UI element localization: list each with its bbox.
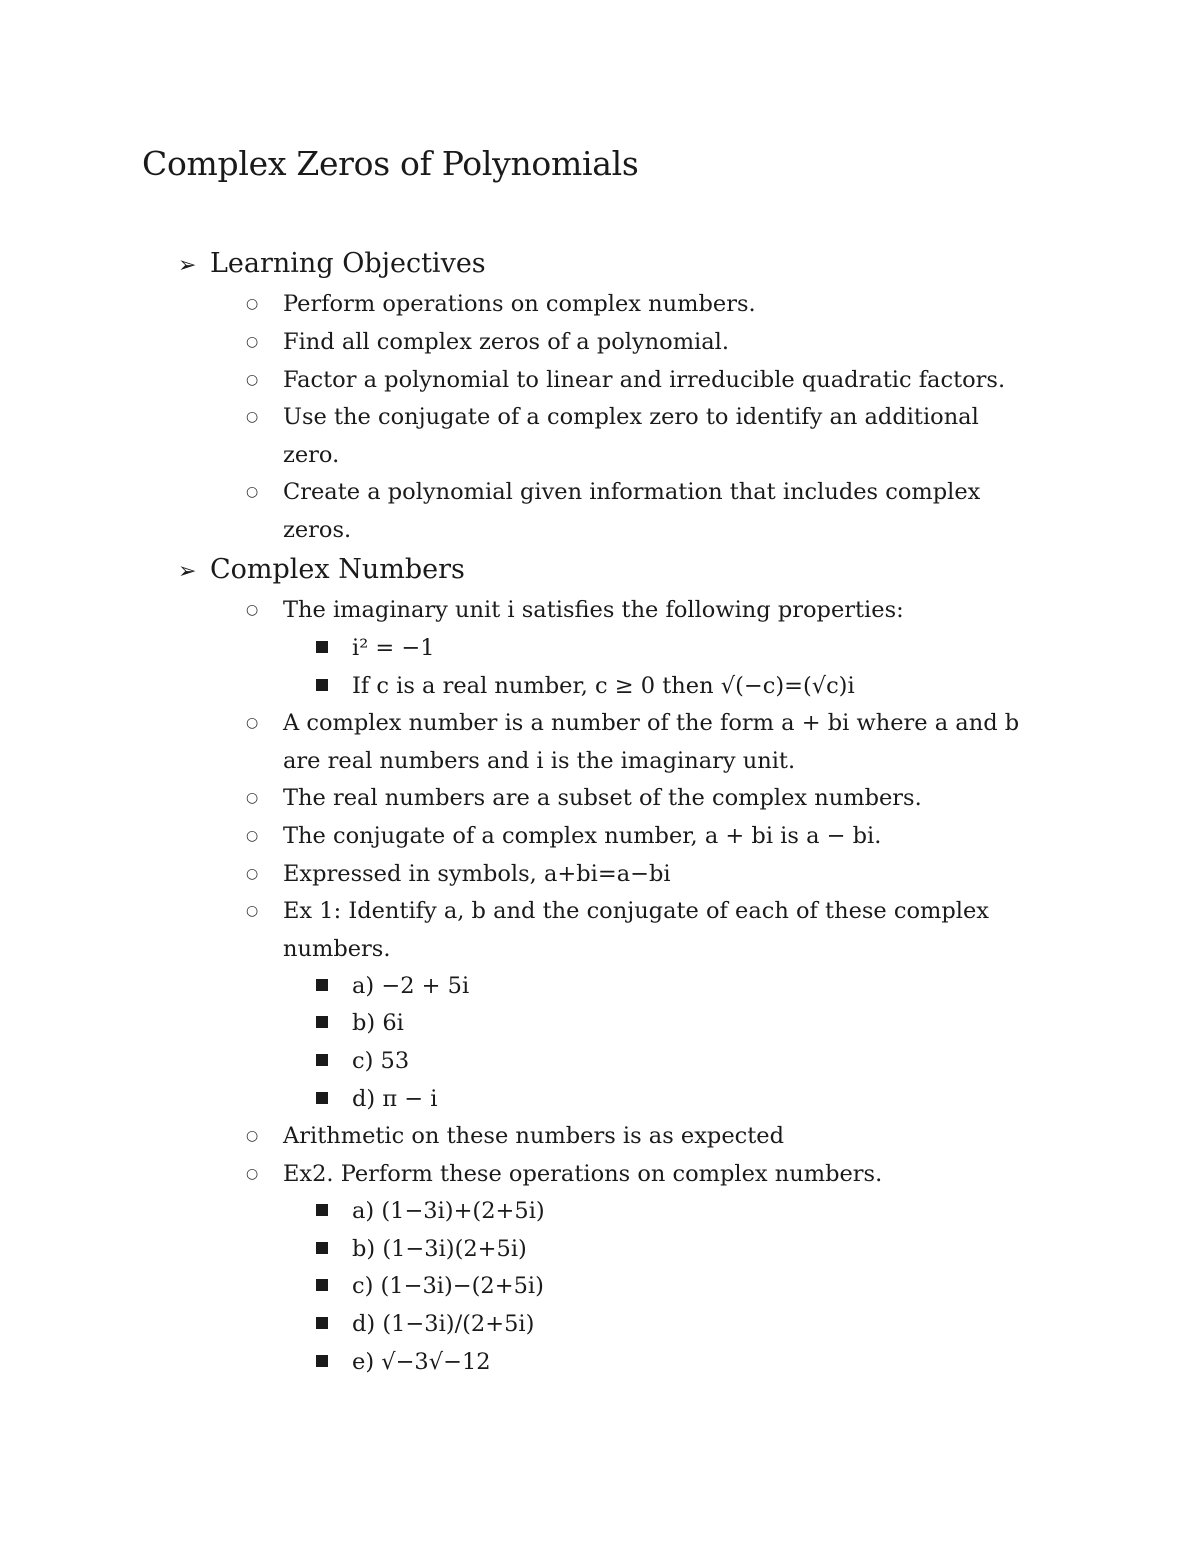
sub-list-item	[316, 1043, 409, 1081]
sub-list-item-text: e) √−3√−12	[352, 1349, 491, 1375]
sub-list-item	[316, 1005, 404, 1043]
circle-bullet-icon: ○	[246, 372, 259, 388]
square-bullet-icon	[316, 1317, 328, 1329]
sub-list-item-text: c) (1−3i)−(2+5i)	[352, 1273, 544, 1299]
section-heading-text: Learning Objectives	[210, 248, 486, 279]
section-heading-learning-objectives	[178, 246, 486, 284]
section-heading-text: Complex Numbers	[210, 554, 465, 585]
list-item	[246, 856, 1036, 894]
square-bullet-icon	[316, 1355, 328, 1367]
list-item-text: Find all complex zeros of a polynomial.	[283, 329, 730, 355]
list-item	[246, 780, 1036, 818]
circle-bullet-icon: ○	[246, 790, 259, 806]
circle-bullet-icon: ○	[246, 903, 259, 919]
list-item	[246, 474, 1036, 549]
sub-list-item-text: a) −2 + 5i	[352, 973, 470, 999]
list-item-text: Use the conjugate of a complex zero to identify an additional zero.	[283, 404, 979, 468]
square-bullet-icon	[316, 979, 328, 991]
sub-list-item	[316, 630, 435, 668]
list-item	[246, 324, 1036, 362]
list-item-text: The imaginary unit i satisfies the following properties:	[283, 597, 904, 623]
sub-list-item-text: d) π − i	[352, 1086, 438, 1112]
list-item	[246, 286, 1036, 324]
list-item	[246, 1156, 1036, 1194]
list-item-text: Perform operations on complex numbers.	[283, 291, 756, 317]
list-item	[246, 592, 1036, 630]
circle-bullet-icon: ○	[246, 866, 259, 882]
list-item	[246, 362, 1036, 400]
list-item-text: Expressed in symbols, a+bi=a−bi	[283, 861, 671, 887]
sub-list-item-text: If c is a real number, c ≥ 0 then √(−c)=(√c)i	[352, 673, 855, 699]
sub-list-item	[316, 1306, 534, 1344]
square-bullet-icon	[316, 1054, 328, 1066]
list-item-text: Arithmetic on these numbers is as expected	[283, 1123, 785, 1149]
circle-bullet-icon: ○	[246, 828, 259, 844]
circle-bullet-icon: ○	[246, 296, 259, 312]
circle-bullet-icon: ○	[246, 1128, 259, 1144]
sub-list-item-text: c) 53	[352, 1048, 410, 1074]
sub-list-item	[316, 1268, 544, 1306]
circle-bullet-icon: ○	[246, 602, 259, 618]
sub-list-item	[316, 1081, 437, 1119]
sub-list-item	[316, 1231, 527, 1269]
list-item-text: A complex number is a number of the form a + bi where a and b are real numbers and i is the imaginary unit.	[283, 710, 1020, 774]
circle-bullet-icon: ○	[246, 409, 259, 425]
arrow-bullet-icon: ➢	[178, 253, 197, 278]
sub-list-item-text: b) 6i	[352, 1010, 404, 1036]
arrow-bullet-icon: ➢	[178, 559, 197, 584]
list-item-text: Ex 1: Identify a, b and the conjugate of each of these complex numbers.	[283, 898, 989, 962]
circle-bullet-icon: ○	[246, 715, 259, 731]
square-bullet-icon	[316, 1279, 328, 1291]
square-bullet-icon	[316, 641, 328, 653]
circle-bullet-icon: ○	[246, 1166, 259, 1182]
square-bullet-icon	[316, 1242, 328, 1254]
square-bullet-icon	[316, 679, 328, 691]
square-bullet-icon	[316, 1016, 328, 1028]
sub-list-item	[316, 1344, 491, 1382]
circle-bullet-icon: ○	[246, 334, 259, 350]
list-item	[246, 399, 1036, 474]
sub-list-item-text: i² = −1	[352, 635, 435, 661]
list-item	[246, 1118, 1036, 1156]
square-bullet-icon	[316, 1092, 328, 1104]
list-item-text: Ex2. Perform these operations on complex numbers.	[283, 1161, 883, 1187]
sub-list-item-text: d) (1−3i)/(2+5i)	[352, 1311, 535, 1337]
square-bullet-icon	[316, 1204, 328, 1216]
page-title: Complex Zeros of Polynomials	[142, 144, 639, 183]
list-item	[246, 893, 1036, 968]
list-item-text: Create a polynomial given information that includes complex zeros.	[283, 479, 981, 543]
list-item-text: Factor a polynomial to linear and irreducible quadratic factors.	[283, 367, 1006, 393]
sub-list-item	[316, 1193, 545, 1231]
list-item	[246, 818, 1036, 856]
sub-list-item	[316, 668, 855, 706]
sub-list-item-text: b) (1−3i)(2+5i)	[352, 1236, 527, 1262]
list-item	[246, 705, 1036, 780]
section-heading-complex-numbers	[178, 552, 465, 590]
list-item-text: The conjugate of a complex number, a + bi is a − bi.	[283, 823, 882, 849]
list-item-text: The real numbers are a subset of the complex numbers.	[283, 785, 922, 811]
circle-bullet-icon: ○	[246, 484, 259, 500]
sub-list-item-text: a) (1−3i)+(2+5i)	[352, 1198, 545, 1224]
sub-list-item	[316, 968, 469, 1006]
